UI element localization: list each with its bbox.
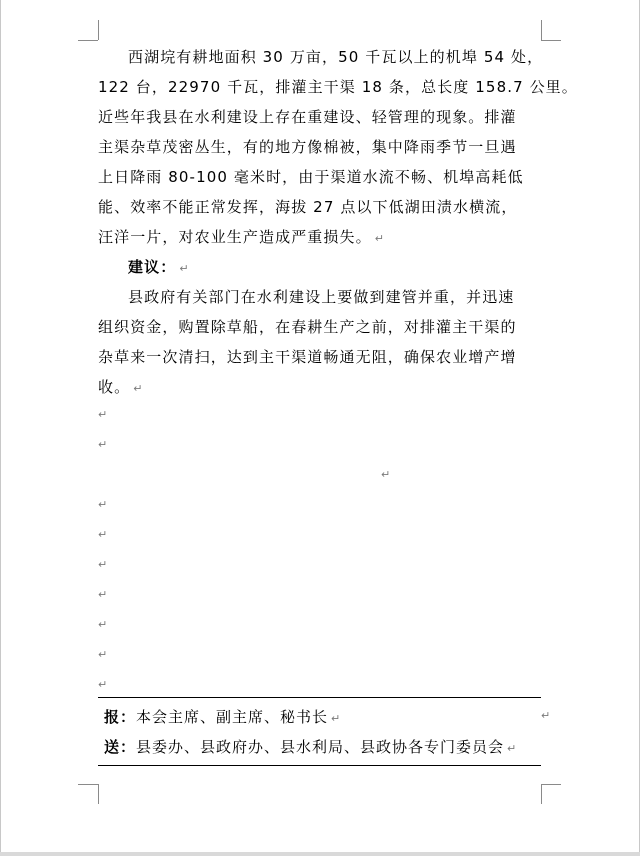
suggestion-line: 组织资金，购置除草船，在春耕生产之前，对排灌主干渠的 <box>98 318 517 336</box>
paragraph-mark: ↵ <box>374 232 384 245</box>
empty-paragraph-mark[interactable]: ↵ <box>98 678 108 691</box>
paragraph-mark: ↵ <box>179 262 189 275</box>
bao-text: 本会主席、副主席、秘书长 <box>136 708 329 726</box>
page-bottom-edge <box>0 852 640 856</box>
suggestion-paragraph[interactable] <box>98 282 544 402</box>
body-paragraph[interactable] <box>98 42 578 252</box>
song-text: 县委办、县政府办、县水利局、县政协各专门委员会 <box>136 738 505 756</box>
empty-paragraph-mark[interactable]: ↵ <box>381 468 391 481</box>
body-line: 西湖垸有耕地面积 30 万亩，50 千瓦以上的机埠 54 处， <box>128 48 544 66</box>
body-line: 122 台，22970 千瓦，排灌主干渠 18 条，总长度 158.7 公里。 <box>98 78 578 96</box>
paragraph-mark: ↵ <box>331 712 341 725</box>
bao-label: 报： <box>104 708 137 726</box>
paragraph-mark: ↵ <box>133 382 143 395</box>
distribution-bottom-rule <box>98 765 541 766</box>
suggestion-line: 杂草来一次清扫，达到主干渠道畅通无阻，确保农业增产增 <box>98 348 517 366</box>
body-line-last: 汪洋一片，对农业生产造成严重损失。 ↵ <box>98 228 384 246</box>
suggestion-heading-row[interactable] <box>98 252 544 282</box>
empty-paragraph-mark[interactable]: ↵ <box>98 588 108 601</box>
empty-paragraph-mark[interactable]: ↵ <box>98 438 108 451</box>
empty-paragraph-mark[interactable]: ↵ <box>98 618 108 631</box>
distribution-top-rule <box>98 697 541 698</box>
empty-paragraph-mark[interactable]: ↵ <box>98 528 108 541</box>
empty-paragraph-mark[interactable]: ↵ <box>98 408 108 421</box>
empty-paragraph-mark[interactable]: ↵ <box>98 648 108 661</box>
body-line: 近些年我县在水利建设上存在重建设、轻管理的现象。排灌 <box>98 108 517 126</box>
distribution-end-mark: ↵ <box>541 709 551 722</box>
body-line: 主渠杂草茂密丛生，有的地方像棉被，集中降雨季节一旦遇 <box>98 138 517 156</box>
song-label: 送： <box>104 738 137 756</box>
paragraph-mark: ↵ <box>507 742 517 755</box>
suggestion-line-last: 收。 ↵ <box>98 378 143 396</box>
empty-paragraph-mark[interactable]: ↵ <box>98 498 108 511</box>
distribution-line-bao[interactable] <box>104 706 340 727</box>
distribution-line-song[interactable] <box>104 736 516 757</box>
suggestion-heading-line <box>98 252 544 282</box>
suggestion-heading: 建议： <box>128 258 177 276</box>
body-line: 能、效率不能正常发挥，海拔 27 点以下低湖田渍水横流， <box>98 198 518 216</box>
body-line: 上日降雨 80-100 毫米时，由于渠道水流不畅、机埠高耗低 <box>98 168 524 186</box>
empty-paragraph-mark[interactable]: ↵ <box>98 558 108 571</box>
suggestion-line: 县政府有关部门在水利建设上要做到建管并重，并迅速 <box>128 288 515 306</box>
